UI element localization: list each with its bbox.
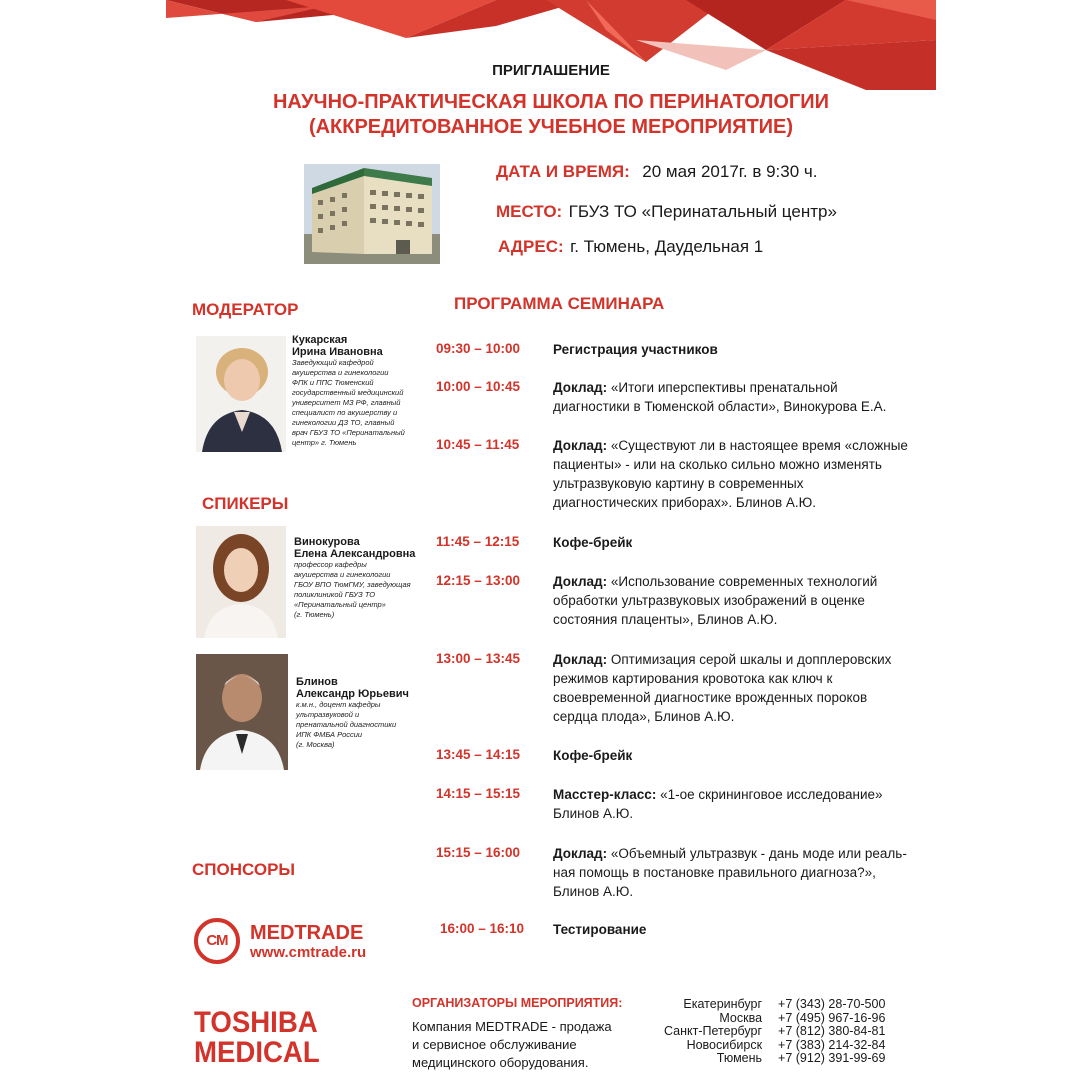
speaker-photo-2 (196, 654, 288, 770)
place-label: МЕСТО: (496, 202, 563, 221)
contact-city: Санкт-Петербург (664, 1024, 763, 1038)
program-item-line: режимов картирования кровотока как ключ к (553, 671, 833, 686)
contact-row (664, 1025, 885, 1039)
description-line: акушерства и гинекологии (292, 368, 389, 377)
toshiba-brand-line2: MEDICAL (194, 1036, 320, 1069)
program-item (553, 785, 933, 823)
program-item-kind: Доклад: (553, 574, 608, 589)
organizers-text-line: медицинского оборудования. (412, 1055, 589, 1070)
contact-phone: +7 (383) 214-32-84 (778, 1037, 886, 1052)
program-item-line: ультразвуковую картину в современных (553, 476, 804, 491)
program-item-line: «1-ое скрининговое исследование» (660, 787, 883, 802)
organizers-text (412, 1018, 672, 1072)
description-line: центр» г. Тюмень (292, 438, 357, 447)
program-item-kind: Кофе-брейк (553, 535, 633, 550)
contact-city: Екатеринбург (683, 997, 763, 1011)
program-item-line: Блинов А.Ю. (553, 806, 634, 821)
program-item-kind: Доклад: (553, 652, 608, 667)
description-line: пренатальной диагностики (296, 720, 397, 729)
contact-phone: +7 (812) 380-84-81 (778, 1024, 886, 1038)
place-value: ГБУЗ ТО «Перинатальный центр» (568, 202, 837, 221)
program-item (553, 844, 933, 901)
speakers-heading: СПИКЕРЫ (202, 494, 289, 513)
program-item (553, 572, 933, 629)
description-line: специалист по акушерству и (292, 408, 398, 417)
program-item-line: диагностических приборах». Блинов А.Ю. (553, 495, 817, 510)
contacts-table (664, 998, 885, 1066)
header-banner (166, 0, 936, 90)
contact-city: Новосибирск (686, 1037, 763, 1052)
speaker-name2: Елена Александровна (294, 548, 416, 560)
contact-phone: +7 (912) 391-99-69 (778, 1051, 886, 1065)
description-line: Заведующий кафедрой (292, 358, 374, 367)
medtrade-logo (194, 918, 394, 966)
contact-city: Москва (719, 1010, 763, 1025)
date-value: 20 мая 2017г. в 9:30 ч. (642, 162, 818, 181)
event-title-line1: НАУЧНО-ПРАКТИЧЕСКАЯ ШКОЛА ПО ПЕРИНАТОЛОГИИ (272, 91, 830, 113)
organizers-label: ОРГАНИЗАТОРЫ МЕРОПРИЯТИЯ: (412, 996, 623, 1010)
description-line: (г. Москва) (296, 740, 335, 749)
program-time: 13:45 – 14:15 (436, 747, 521, 762)
description-line: (г. Тюмень) (294, 610, 335, 619)
program-time: 13:00 – 13:45 (436, 651, 521, 666)
program-item (553, 533, 933, 552)
speaker-photo-1 (196, 526, 286, 638)
description-line: университет МЗ РФ, главный (292, 398, 401, 407)
description-line: ультразвуковой и (296, 710, 360, 719)
program-time: 12:15 – 13:00 (436, 573, 521, 588)
event-address-row (498, 237, 763, 257)
program-item-line: «Существуют ли в настоящее время «сложные (610, 438, 908, 453)
description-line: к.м.н., доцент кафедры (296, 700, 381, 709)
program-item-line: Блинов А.Ю. (553, 884, 634, 899)
organizers-block (412, 996, 672, 1072)
program-item-line: пациенты» - или на сколько сильно можно изменять (553, 457, 882, 472)
moderator-name1: Кукарская (292, 334, 348, 346)
program-item (553, 920, 933, 939)
program-item-line: диагностики в Тюменской области», Винокурова Е.А. (553, 399, 887, 414)
speaker-description (294, 560, 434, 620)
program-time: 11:45 – 12:15 (436, 534, 520, 549)
speaker-name1: Блинов (296, 676, 338, 688)
program-item-kind: Доклад: (553, 438, 608, 453)
program-item-line: Оптимизация серой шкалы и допплеровских (610, 652, 892, 667)
sponsors-heading: СПОНСОРЫ (192, 860, 296, 879)
program-item-line: «Объемный ультразвук - дань моде или реаль- (610, 846, 907, 861)
program-item-line: обработки ультразвуковых изображений в оценке (553, 593, 865, 608)
contact-row (664, 1039, 885, 1053)
medtrade-logo-mark: СМ (194, 918, 240, 964)
program-item-kind: Кофе-брейк (553, 748, 633, 763)
moderator-info (292, 334, 432, 448)
program-item-kind: Доклад: (553, 846, 608, 861)
program-item-line: «Использование современных технологий (610, 574, 878, 589)
program-item-line: «Итоги иперспективы пренатальной (610, 380, 838, 395)
building-photo (304, 164, 440, 264)
program-heading: ПРОГРАММА СЕМИНАРА (454, 294, 665, 313)
description-line: ГБОУ ВПО ТюмГМУ, заведующая (294, 580, 411, 589)
medtrade-brand: MEDTRADE (250, 922, 364, 944)
speaker-description (296, 700, 436, 750)
contact-row (664, 1012, 885, 1026)
program-item-kind: Регистрация участников (553, 342, 718, 357)
contact-phone: +7 (343) 28-70-500 (778, 997, 886, 1011)
program-item (553, 378, 933, 416)
address-label: АДРЕС: (498, 237, 564, 256)
program-time: 14:15 – 15:15 (436, 786, 521, 801)
program-time: 15:15 – 16:00 (436, 845, 521, 860)
description-line: профессор кафедры (294, 560, 367, 569)
speaker-info-1 (294, 536, 434, 620)
program-item-line: сердца плода», Блинов А.Ю. (553, 709, 735, 724)
program-item-line: состояния плаценты», Блинов А.Ю. (553, 612, 778, 627)
program-time: 10:45 – 11:45 (436, 437, 520, 452)
speaker-info-2 (296, 676, 436, 750)
program-item-kind: Тестирование (553, 922, 647, 937)
contact-row (664, 1052, 885, 1066)
moderator-heading: МОДЕРАТОР (192, 300, 299, 319)
medtrade-site: www.cmtrade.ru (250, 944, 367, 961)
date-label: ДАТА И ВРЕМЯ: (496, 162, 630, 181)
program-time: 10:00 – 10:45 (436, 379, 521, 394)
program-item (553, 650, 933, 726)
moderator-photo (196, 336, 286, 452)
event-date-row (496, 162, 818, 182)
contact-row (664, 998, 885, 1012)
program-item (553, 340, 933, 359)
toshiba-brand-line1: TOSHIBA (194, 1006, 318, 1039)
toshiba-logo (194, 1008, 331, 1068)
event-title (166, 90, 936, 140)
event-title-line2: (АККРЕДИТОВАННОЕ УЧЕБНОЕ МЕРОПРИЯТИЕ) (308, 116, 794, 138)
program-time: 09:30 – 10:00 (436, 341, 521, 356)
contact-phone: +7 (495) 967-16-96 (778, 1010, 886, 1025)
description-line: ФПК и ППС Тюменский (292, 378, 374, 387)
program-item (553, 436, 933, 512)
description-line: врач ГБУЗ ТО «Перинатальный (292, 428, 405, 437)
speaker-name1: Винокурова (294, 536, 360, 548)
program-item-line: ная помощь в постановке правильного диагноза?», (553, 865, 876, 880)
description-line: государственный медицинский (292, 388, 404, 397)
organizers-text-line: и сервисное обслуживание (412, 1037, 577, 1052)
description-line: поликлиникой ГБУЗ ТО (294, 590, 376, 599)
program-item (553, 746, 933, 765)
address-value: г. Тюмень, Даудельная 1 (570, 237, 764, 256)
contact-city: Тюмень (716, 1051, 763, 1065)
speaker-name2: Александр Юрьевич (296, 688, 409, 700)
program-item-kind: Доклад: (553, 380, 608, 395)
moderator-description (292, 358, 432, 448)
invite-heading: ПРИГЛАШЕНИЕ (492, 62, 610, 79)
moderator-name2: Ирина Ивановна (292, 346, 383, 358)
program-item-line: своевременной диагностике врожденных пороков (553, 690, 868, 705)
description-line: «Перинатальный центр» (294, 600, 386, 609)
event-place-row (496, 202, 837, 222)
invitation-page (166, 0, 936, 1080)
organizers-text-line: Компания MEDTRADE - продажа (412, 1019, 612, 1034)
description-line: гинекологии ДЗ ТО, главный (292, 418, 395, 427)
description-line: ИПК ФМБА России (296, 730, 363, 739)
description-line: акушерства и гинекологии (294, 570, 391, 579)
program-time: 16:00 – 16:10 (440, 921, 525, 936)
program-item-kind: Масстер-класс: (553, 787, 657, 802)
